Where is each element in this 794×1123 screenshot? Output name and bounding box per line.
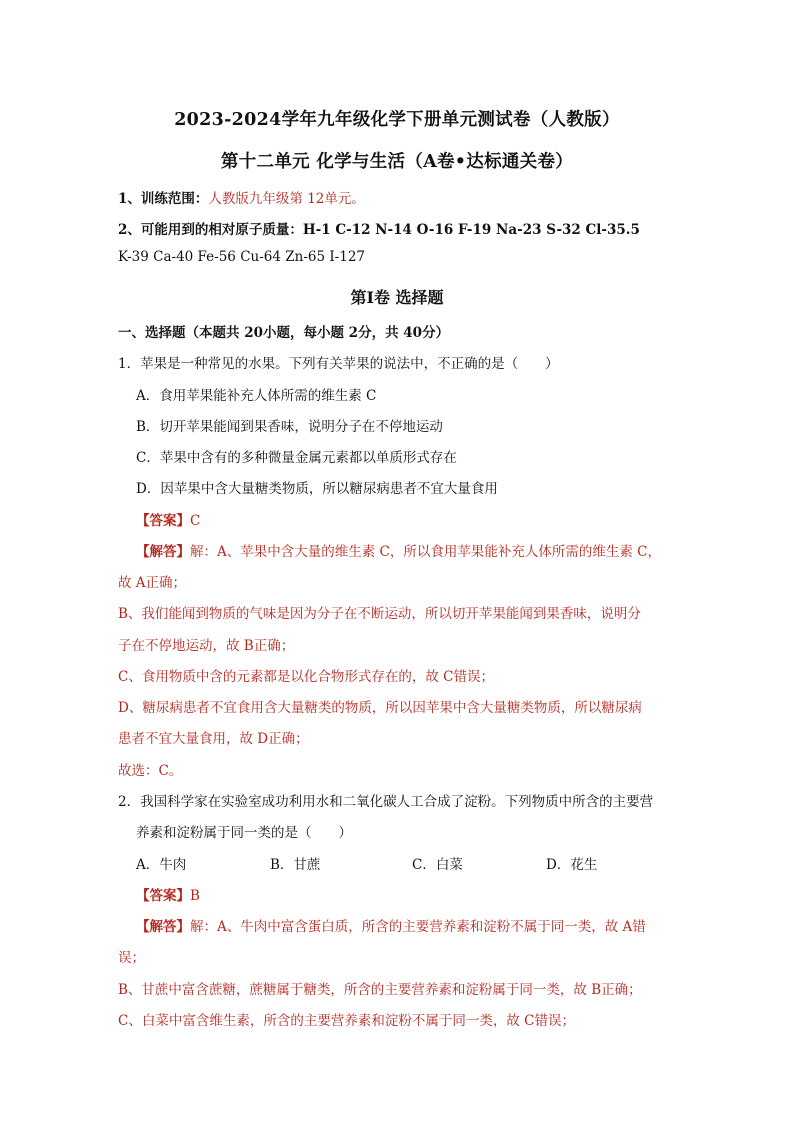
q2-answer-label: 【答案】	[136, 888, 190, 904]
q1-option-b: B．切开苹果能闻到果香味，说明分子在不停地运动	[136, 419, 443, 435]
q2-option-d: D．花生	[546, 857, 598, 873]
q2-answer	[136, 884, 200, 904]
q1-analysis-line-5: C、食用物质中含的元素都是以化合物形式存在的，故 C错误；	[118, 669, 494, 685]
section-title: 第Ⅰ卷 选择题	[350, 288, 444, 307]
q2-analysis-label: 【解答】	[136, 919, 190, 935]
q1-analysis-label: 【解答】	[136, 544, 190, 560]
section-instruction: 一、选择题（本题共 20小题，每小题 2分，共 40分）	[118, 325, 450, 341]
q2-analysis-line-1: 【解答】解：A、牛肉中富含蛋白质，所含的主要营养素和淀粉不属于同一类，故 A错	[136, 919, 646, 935]
q1-analysis-line-3: B、我们能闻到物质的气味是因为分子在不断运动，所以切开苹果能闻到果香味，说明分	[118, 606, 641, 622]
q1-answer-label: 【答案】	[136, 513, 190, 529]
q1-option-a: A．食用苹果能补充人体所需的维生素 C	[136, 388, 377, 404]
q1-stem: 1．苹果是一种常见的水果。下列有关苹果的说法中，不正确的是（ ）	[118, 356, 559, 372]
q1-analysis-line-2: 故 A正确；	[118, 575, 187, 591]
q1-answer	[136, 509, 200, 529]
atomic-mass-line-2: K-39 Ca-40 Fe-56 Cu-64 Zn-65 I-127	[118, 249, 366, 265]
q2-option-c: C．白菜	[412, 857, 463, 873]
q2-analysis-line-2: 误；	[118, 950, 145, 966]
q2-option-a: A．牛肉	[136, 857, 187, 873]
scope-line	[118, 187, 365, 207]
q1-analysis-line-6: D、糖尿病患者不宜食用含大量糖类的物质，所以因苹果中含大量糖类物质，所以糖尿病	[118, 700, 642, 716]
q1-answer-value: C	[190, 513, 201, 529]
q2-stem-line-2: 养素和淀粉属于同一类的是（ ）	[136, 825, 352, 841]
q2-stem-line-1: 2．我国科学家在实验室成功利用水和二氧化碳人工合成了淀粉。下列物质中所含的主要营	[118, 794, 654, 810]
q2-analysis-line-4: C、白菜中富含维生素，所含的主要营养素和淀粉不属于同一类，故 C错误；	[118, 1013, 575, 1029]
document-subtitle: 第十二单元 化学与生活（A卷•达标通关卷）	[220, 152, 574, 172]
q2-analysis-line-3: B、甘蔗中富含蔗糖，蔗糖属于糖类，所含的主要营养素和淀粉属于同一类，故 B正确；	[118, 982, 642, 998]
q1-analysis-line-4: 子在不停地运动，故 B正确；	[118, 638, 295, 654]
q1-analysis-line-7: 患者不宜大量食用，故 D正确；	[118, 731, 309, 747]
q2-answer-value: B	[190, 888, 200, 904]
atomic-mass-line-1: 2、可能用到的相对原子质量：H-1 C-12 N-14 O-16 F-19 Na-23 S-32 Cl-35.5	[118, 222, 640, 238]
scope-value: 人教版九年级第 12单元。	[208, 191, 365, 207]
q1-option-d: D．因苹果中含大量糖类物质，所以糖尿病患者不宜大量食用	[136, 481, 498, 497]
q1-analysis-line-1: 【解答】解：A、苹果中含大量的维生素 C，所以食用苹果能补充人体所需的维生素 C，	[136, 544, 661, 560]
q2-option-b: B．甘蔗	[270, 857, 321, 873]
q1-option-c: C．苹果中含有的多种微量金属元素都以单质形式存在	[136, 450, 457, 466]
q1-analysis-line-8: 故选：C。	[118, 763, 183, 779]
document-title: 2023-2024学年九年级化学下册单元测试卷（人教版）	[174, 110, 620, 130]
scope-label: 1、训练范围：	[118, 191, 209, 207]
